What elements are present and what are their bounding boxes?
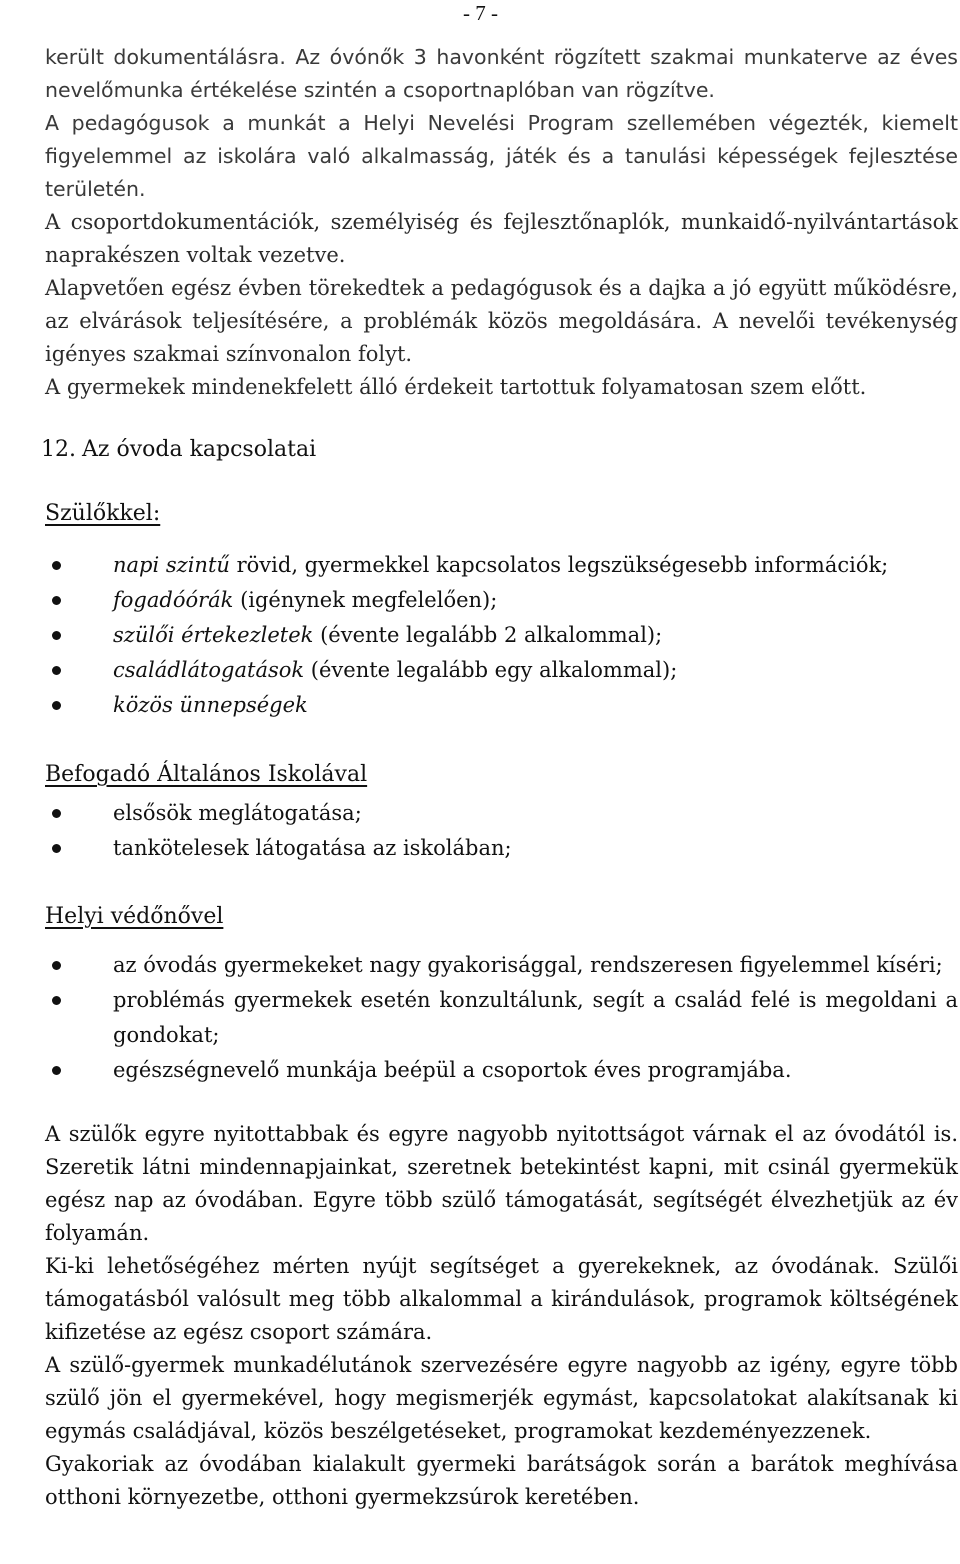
- bullet-icon: [52, 1066, 61, 1075]
- closing-paragraph-2: Ki-ki lehetőségéhez mérten nyújt segítséget a gyerekeknek, az óvodának. Szülői támogatásból valósult meg több alkalommal a kirándulások, programok költségének kifizetése az egész csoport számára.: [45, 1254, 958, 1344]
- parents-heading: Szülőkkel:: [45, 501, 161, 526]
- bullet-icon: [52, 844, 61, 853]
- list-item-term: családlátogatások: [113, 658, 305, 682]
- intro-paragraph-4: Alapvetően egész évben törekedtek a pedagógusok és a dajka a jó együtt működésre, az elvárások teljesítésére, a problémák közös megoldására. A nevelői tevékenység igényes szakmai színvonalon folyt.: [45, 276, 958, 366]
- section-heading: [41, 433, 954, 467]
- list-item-text: az óvodás gyermekeket nagy gyakorisággal, rendszeresen figyelemmel kíséri;: [113, 953, 943, 977]
- bullet-icon: [52, 631, 61, 640]
- intro-paragraph-3: A csoportdokumentációk, személyiség és fejlesztőnaplók, munkaidő-nyilvántartások naprakészen voltak vezetve.: [45, 210, 958, 267]
- parents-list: [45, 548, 958, 723]
- list-item-text: problémás gyermekek esetén konzultálunk, segít a család felé is megoldani a gondokat;: [113, 988, 958, 1047]
- list-item: [45, 831, 958, 866]
- list-item-text: (évente legalább egy alkalommal);: [304, 658, 678, 682]
- list-item-text: (évente legalább 2 alkalommal);: [313, 623, 663, 647]
- list-item: [45, 548, 958, 583]
- intro-paragraph-1: került dokumentálásra. Az óvónők 3 havonként rögzített szakmai munkaterve az éves nevelőmunka értékelése szintén a csoportnaplóban van rögzítve.: [45, 45, 958, 102]
- list-item: [45, 948, 958, 983]
- bullet-icon: [52, 561, 61, 570]
- section-number: 12.: [41, 437, 76, 462]
- page-number: - 7 -: [463, 1, 498, 25]
- list-item: [45, 796, 958, 831]
- intro-paragraph-5: A gyermekek mindenekfelett álló érdekeit tartottuk folyamatosan szem előtt.: [45, 375, 867, 399]
- list-item-term: közös ünnepségek: [113, 693, 308, 717]
- closing-paragraph-4: Gyakoriak az óvodában kialakult gyermeki barátságok során a barátok meghívása otthoni környezetbe, otthoni gyermekzsúrok keretében.: [45, 1452, 958, 1509]
- bullet-icon: [52, 961, 61, 970]
- document-body: [41, 41, 958, 1514]
- bullet-icon: [52, 666, 61, 675]
- list-item-text: egészségnevelő munkája beépül a csoportok éves programjába.: [113, 1058, 792, 1082]
- list-item-text: elsősök meglátogatása;: [113, 801, 362, 825]
- bullet-icon: [52, 596, 61, 605]
- bullet-icon: [52, 701, 61, 710]
- school-list: [45, 796, 958, 866]
- section-title: Az óvoda kapcsolatai: [82, 437, 317, 462]
- list-item: [45, 688, 958, 723]
- list-item-text: rövid, gyermekkel kapcsolatos legszükségesebb információk;: [229, 553, 889, 577]
- list-item-text: (igénynek megfelelően);: [233, 588, 498, 612]
- bullet-icon: [52, 809, 61, 818]
- list-item: [45, 983, 958, 1053]
- bullet-icon: [52, 996, 61, 1005]
- closing-paragraph-3: A szülő-gyermek munkadélutánok szervezésére egyre nagyobb az igény, egyre több szülő jön el gyermekével, hogy megismerjék egymást, kapcsolatokat alakítsanak ki egymás családjával, közös beszélgetéseket, programokat kezdeményezzenek.: [45, 1353, 958, 1443]
- closing-paragraph-1: A szülők egyre nyitottabbak és egyre nagyobb nyitottságot várnak el az óvodától is. Szeretik látni mindennapjainkat, szeretnek betekintést kapni, mit csinál gyermekük egész nap az óvodában. Egyre több szülő támogatását, segítségét élvezhetjük az év folyamán.: [45, 1122, 958, 1245]
- nurse-heading: Helyi védőnővel: [45, 904, 224, 929]
- list-item-term: szülői értekezletek: [113, 623, 314, 647]
- intro-paragraph-2: A pedagógusok a munkát a Helyi Nevelési Program szellemében végezték, kiemelt figyelemmel az iskolára való alkalmasság, játék és a tanulási képességek fejlesztése területén.: [45, 111, 958, 201]
- list-item-text: tankötelesek látogatása az iskolában;: [113, 836, 512, 860]
- list-item: [45, 1053, 958, 1088]
- nurse-list: [45, 948, 958, 1088]
- list-item: [45, 583, 958, 618]
- list-item-term: fogadóórák: [113, 588, 234, 612]
- list-item-term: napi szintű: [113, 553, 230, 577]
- list-item: [45, 618, 958, 653]
- list-item: [45, 653, 958, 688]
- school-heading: Befogadó Általános Iskolával: [45, 762, 368, 787]
